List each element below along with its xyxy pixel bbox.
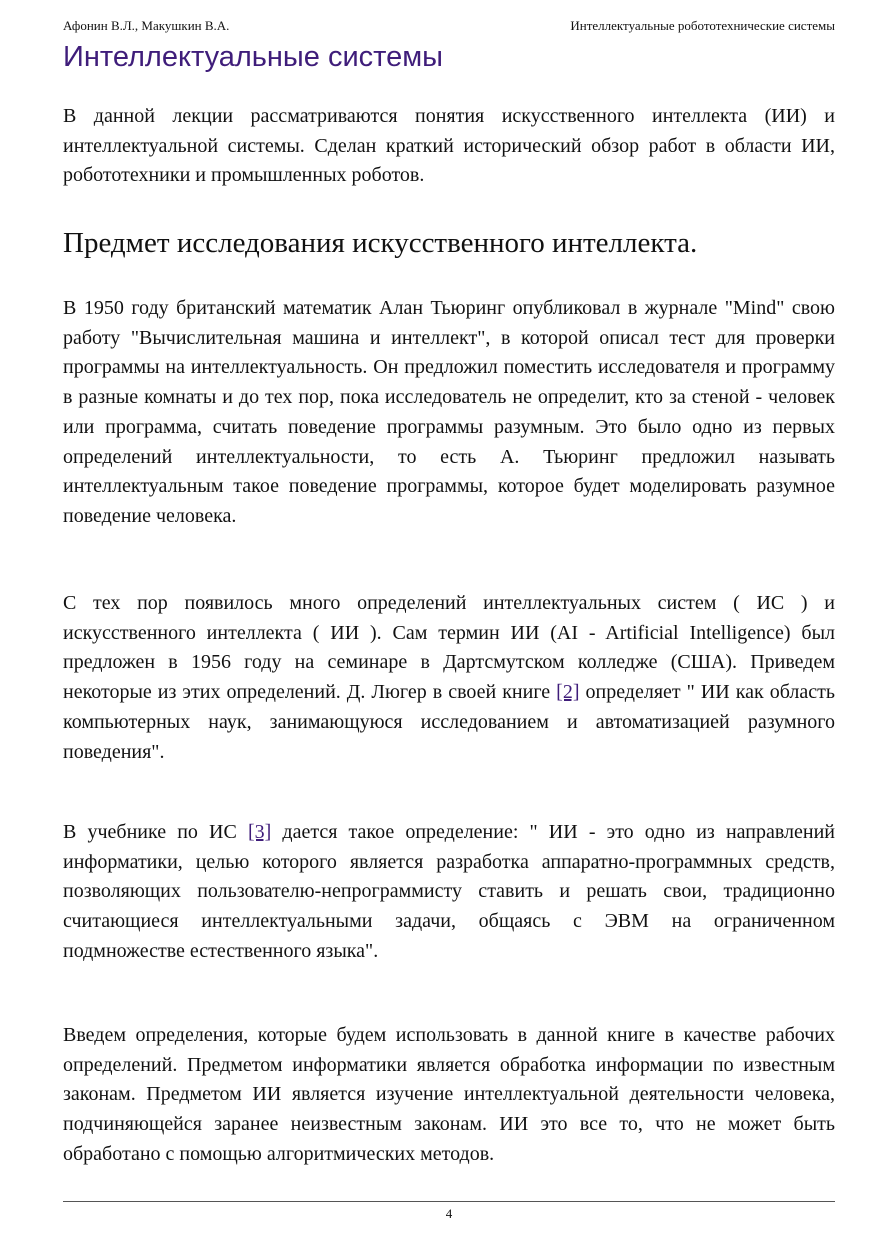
document-page bbox=[63, 0, 835, 1241]
footer-divider bbox=[63, 1201, 835, 1202]
paragraph-definitions bbox=[63, 589, 835, 767]
paragraph-turing: В 1950 году британский математик Алан Тьюринг опубликовал в журнале "Mind" свою работу "Вычислительная машина и интеллект", в которой описал тест для проверки программы на интеллектуальность. Он предложил поместить исследователя и программу в разные комнаты и до тех пор, пока исследователь не определит, кто за стеной - человек или программа, считать поведение программы разумным. Это было одно из первых определений интеллектуальности, то есть А. Тьюринг предложил называть интеллектуальным такое поведение программы, которое будет моделировать разумное поведение человека. bbox=[63, 297, 835, 527]
header-book-title: Интеллектуальные робототехнические системы bbox=[570, 18, 835, 33]
paragraph-textbook-definition bbox=[63, 818, 835, 967]
running-header bbox=[63, 17, 835, 35]
page-number: 4 bbox=[445, 1206, 453, 1221]
paragraph-text: С тех пор появилось много определений интеллектуальных систем ( ИС ) и искусственного интеллекта ( ИИ ). Сам термин ИИ (AI - Artificial Intelligence) был предложен в 1956 году на семинаре в Дартсмутском колледже (США). Приведем некоторые из этих определений. Д. Люгер в своей книге bbox=[63, 592, 835, 704]
header-authors: Афонин В.Л., Макушкин В.А. bbox=[63, 18, 230, 33]
chapter-title: Интеллектуальные системы bbox=[63, 41, 444, 73]
paragraph-text: В учебнике по ИС bbox=[63, 821, 248, 843]
paragraph-working-definitions: Введем определения, которые будем использовать в данной книге в качестве рабочих определений. Предметом информатики является обработка информации по известным законам. Предметом ИИ является изучение интеллектуальной деятельности человека, подчиняющейся заранее неизвестным законам. ИИ это все то, что не может быть обработано с помощью алгоритмических методов. bbox=[63, 1024, 835, 1165]
reference-link-3[interactable]: [3] bbox=[247, 821, 272, 843]
intro-paragraph: В данной лекции рассматриваются понятия искусственного интеллекта (ИИ) и интеллектуальной системы. Сделан краткий исторический обзор работ в области ИИ, робототехники и промышленных роботов. bbox=[63, 105, 835, 187]
paragraph-text: определяет " ИИ как область компьютерных наук, занимающуюся исследованием и автоматизацией разумного поведения". bbox=[63, 681, 835, 763]
section-heading: Предмет исследования искусственного интеллекта. bbox=[63, 227, 698, 259]
paragraph-text: дается такое определение: " ИИ - это одно из направлений информатики, целью которого является разработка аппаратно-программных средств, позволяющих пользователю-непрограммисту ставить и решать свои, традиционно считающиеся интеллектуальными задачи, общаясь с ЭВМ на ограниченном подмножестве естественного языка". bbox=[63, 821, 835, 962]
reference-link-2[interactable]: [2] bbox=[556, 681, 580, 704]
